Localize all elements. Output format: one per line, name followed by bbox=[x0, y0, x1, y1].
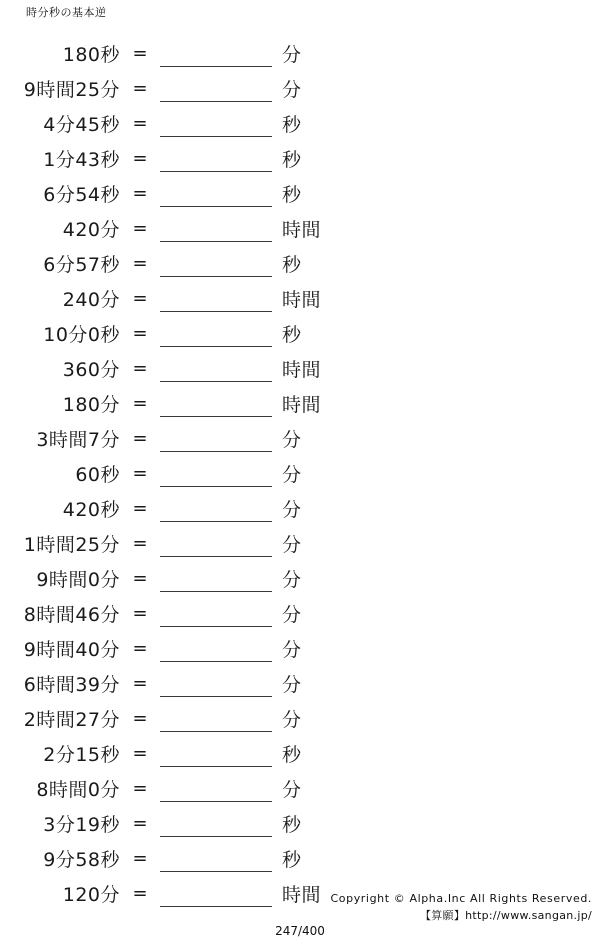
equals-sign: = bbox=[132, 498, 148, 519]
answer-blank[interactable] bbox=[160, 705, 272, 732]
equals-sign: = bbox=[132, 323, 148, 344]
answer-blank[interactable] bbox=[160, 180, 272, 207]
answer-unit: 秒 bbox=[282, 149, 302, 171]
problem-question: 3分19秒 bbox=[43, 814, 120, 836]
answer-blank[interactable] bbox=[160, 145, 272, 172]
equals-sign: = bbox=[132, 673, 148, 694]
problem-row bbox=[0, 246, 600, 281]
problem-row bbox=[0, 456, 600, 491]
problem-row bbox=[0, 701, 600, 736]
problem-row bbox=[0, 141, 600, 176]
answer-unit: 分 bbox=[282, 499, 302, 521]
problem-question: 6分57秒 bbox=[43, 254, 120, 276]
problem-question: 2分15秒 bbox=[43, 744, 120, 766]
answer-unit: 分 bbox=[282, 534, 302, 556]
problem-question: 9時間0分 bbox=[36, 569, 120, 591]
problem-question: 6時間39分 bbox=[23, 674, 120, 696]
equals-sign: = bbox=[132, 253, 148, 274]
problem-list bbox=[0, 36, 600, 911]
problem-question: 8時間0分 bbox=[36, 779, 120, 801]
problem-row bbox=[0, 771, 600, 806]
answer-blank[interactable] bbox=[160, 810, 272, 837]
answer-unit: 分 bbox=[282, 779, 302, 801]
problem-row bbox=[0, 561, 600, 596]
problem-row bbox=[0, 596, 600, 631]
equals-sign: = bbox=[132, 358, 148, 379]
equals-sign: = bbox=[132, 638, 148, 659]
answer-unit: 時間 bbox=[282, 884, 322, 906]
answer-blank[interactable] bbox=[160, 635, 272, 662]
answer-blank[interactable] bbox=[160, 880, 272, 907]
problem-question: 2時間27分 bbox=[23, 709, 120, 731]
problem-row bbox=[0, 176, 600, 211]
problem-question: 9時間40分 bbox=[23, 639, 120, 661]
equals-sign: = bbox=[132, 288, 148, 309]
problem-row bbox=[0, 736, 600, 771]
equals-sign: = bbox=[132, 708, 148, 729]
equals-sign: = bbox=[132, 43, 148, 64]
problem-question: 9分58秒 bbox=[43, 849, 120, 871]
footer-url: 【算願】http://www.sangan.jp/ bbox=[419, 909, 592, 922]
problem-question: 360分 bbox=[62, 359, 120, 381]
answer-blank[interactable] bbox=[160, 775, 272, 802]
answer-blank[interactable] bbox=[160, 250, 272, 277]
answer-unit: 分 bbox=[282, 429, 302, 451]
answer-unit: 秒 bbox=[282, 254, 302, 276]
answer-unit: 秒 bbox=[282, 184, 302, 206]
answer-blank[interactable] bbox=[160, 460, 272, 487]
equals-sign: = bbox=[132, 428, 148, 449]
answer-unit: 分 bbox=[282, 604, 302, 626]
equals-sign: = bbox=[132, 883, 148, 904]
problem-row bbox=[0, 526, 600, 561]
problem-question: 8時間46分 bbox=[23, 604, 120, 626]
problem-question: 240分 bbox=[62, 289, 120, 311]
problem-question: 420秒 bbox=[62, 499, 120, 521]
problem-question: 3時間7分 bbox=[36, 429, 120, 451]
equals-sign: = bbox=[132, 218, 148, 239]
problem-row bbox=[0, 491, 600, 526]
problem-question: 180分 bbox=[62, 394, 120, 416]
equals-sign: = bbox=[132, 183, 148, 204]
answer-blank[interactable] bbox=[160, 565, 272, 592]
equals-sign: = bbox=[132, 463, 148, 484]
answer-blank[interactable] bbox=[160, 285, 272, 312]
answer-blank[interactable] bbox=[160, 75, 272, 102]
answer-unit: 分 bbox=[282, 674, 302, 696]
answer-unit: 秒 bbox=[282, 324, 302, 346]
problem-question: 60秒 bbox=[75, 464, 120, 486]
answer-blank[interactable] bbox=[160, 845, 272, 872]
equals-sign: = bbox=[132, 78, 148, 99]
equals-sign: = bbox=[132, 113, 148, 134]
problem-row bbox=[0, 36, 600, 71]
answer-unit: 秒 bbox=[282, 849, 302, 871]
problem-row bbox=[0, 666, 600, 701]
answer-unit: 秒 bbox=[282, 814, 302, 836]
problem-question: 1分43秒 bbox=[43, 149, 120, 171]
problem-row bbox=[0, 841, 600, 876]
problem-question: 180秒 bbox=[62, 44, 120, 66]
problem-row bbox=[0, 211, 600, 246]
equals-sign: = bbox=[132, 148, 148, 169]
answer-blank[interactable] bbox=[160, 40, 272, 67]
answer-unit: 分 bbox=[282, 79, 302, 101]
problem-row bbox=[0, 281, 600, 316]
equals-sign: = bbox=[132, 778, 148, 799]
answer-blank[interactable] bbox=[160, 110, 272, 137]
equals-sign: = bbox=[132, 603, 148, 624]
answer-blank[interactable] bbox=[160, 530, 272, 557]
answer-unit: 秒 bbox=[282, 114, 302, 136]
equals-sign: = bbox=[132, 568, 148, 589]
problem-row bbox=[0, 386, 600, 421]
answer-blank[interactable] bbox=[160, 320, 272, 347]
answer-unit: 秒 bbox=[282, 744, 302, 766]
equals-sign: = bbox=[132, 393, 148, 414]
problem-row bbox=[0, 806, 600, 841]
problem-question: 6分54秒 bbox=[43, 184, 120, 206]
equals-sign: = bbox=[132, 813, 148, 834]
answer-blank[interactable] bbox=[160, 740, 272, 767]
problem-question: 120分 bbox=[62, 884, 120, 906]
problem-question: 4分45秒 bbox=[43, 114, 120, 136]
problem-question: 10分0秒 bbox=[43, 324, 120, 346]
answer-unit: 時間 bbox=[282, 289, 322, 311]
problem-row bbox=[0, 106, 600, 141]
equals-sign: = bbox=[132, 848, 148, 869]
answer-blank[interactable] bbox=[160, 495, 272, 522]
answer-blank[interactable] bbox=[160, 600, 272, 627]
answer-unit: 時間 bbox=[282, 219, 322, 241]
problem-row bbox=[0, 316, 600, 351]
answer-unit: 分 bbox=[282, 569, 302, 591]
page-number: 247/400 bbox=[275, 924, 325, 938]
answer-blank[interactable] bbox=[160, 425, 272, 452]
problem-row bbox=[0, 71, 600, 106]
answer-unit: 分 bbox=[282, 464, 302, 486]
answer-unit: 分 bbox=[282, 44, 302, 66]
copyright-text: Copyright © Alpha.Inc All Rights Reserved. bbox=[330, 892, 592, 905]
problem-question: 1時間25分 bbox=[23, 534, 120, 556]
problem-row bbox=[0, 631, 600, 666]
equals-sign: = bbox=[132, 533, 148, 554]
answer-unit: 時間 bbox=[282, 359, 322, 381]
problem-row bbox=[0, 421, 600, 456]
answer-unit: 時間 bbox=[282, 394, 322, 416]
problem-row bbox=[0, 351, 600, 386]
equals-sign: = bbox=[132, 743, 148, 764]
answer-unit: 分 bbox=[282, 639, 302, 661]
answer-blank[interactable] bbox=[160, 390, 272, 417]
page-title: 時分秒の基本逆 bbox=[26, 6, 107, 19]
answer-blank[interactable] bbox=[160, 215, 272, 242]
footer bbox=[331, 890, 593, 924]
problem-question: 420分 bbox=[62, 219, 120, 241]
answer-unit: 分 bbox=[282, 709, 302, 731]
answer-blank[interactable] bbox=[160, 670, 272, 697]
problem-question: 9時間25分 bbox=[23, 79, 120, 101]
answer-blank[interactable] bbox=[160, 355, 272, 382]
